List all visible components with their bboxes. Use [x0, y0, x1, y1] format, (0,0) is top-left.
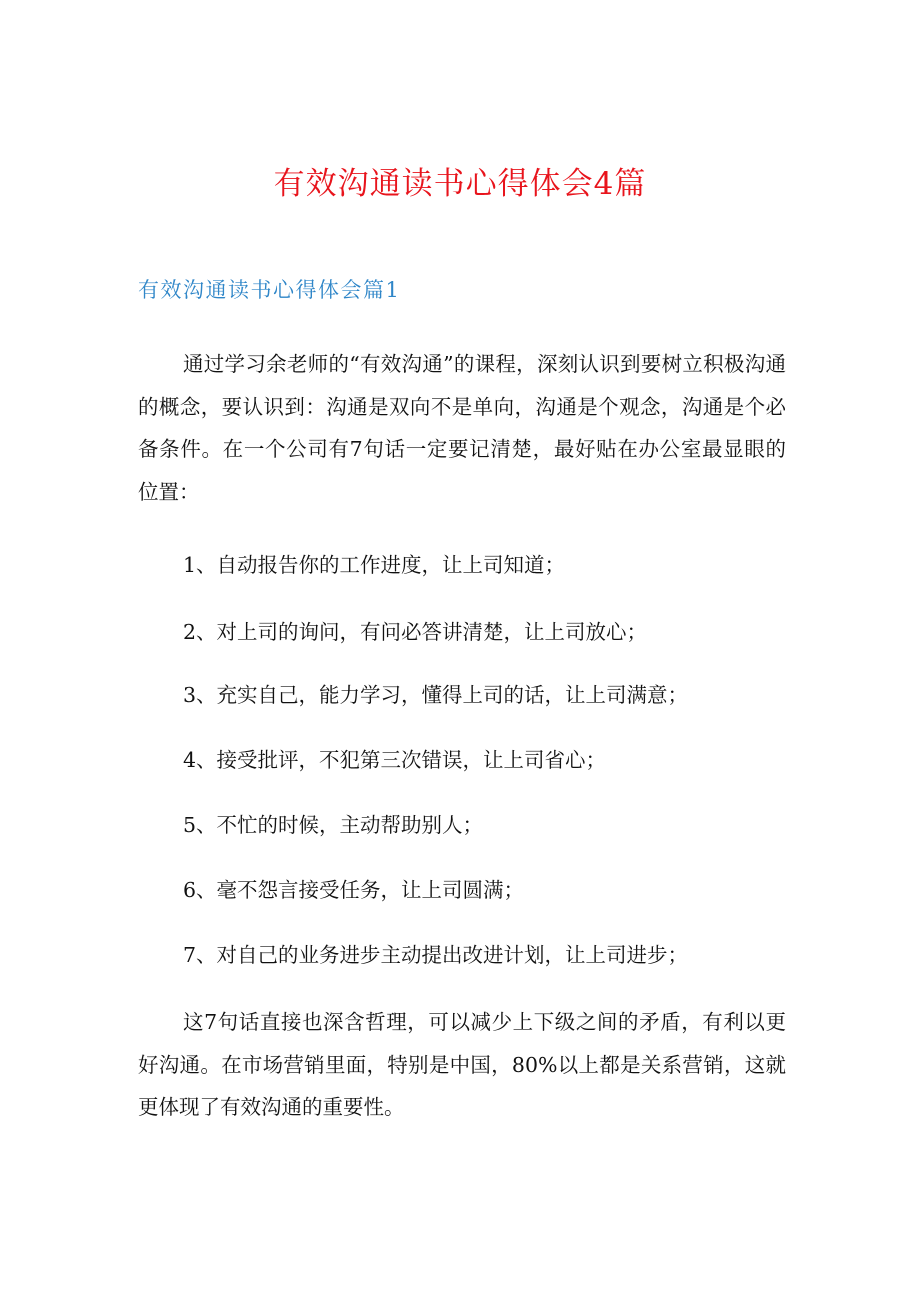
- list-item: 1、自动报告你的工作进度，让上司知道；: [183, 553, 566, 577]
- list-item: 3、充实自己，能力学习，懂得上司的话，让上司满意；: [183, 683, 689, 707]
- list-item: 4、接受批评，不犯第三次错误，让上司省心；: [183, 748, 607, 772]
- list-item: 7、对自己的业务进步主动提出改进计划，让上司进步；: [183, 943, 689, 967]
- section-heading: 有效沟通读书心得体会篇1: [138, 278, 401, 302]
- intro-paragraph: 通过学习余老师的“有效沟通”的课程，深刻认识到要树立积极沟通的概念，要认识到：沟通是双向不是单向，沟通是个观念，沟通是个必备条件。在一个公司有7句话一定要记清楚，最好贴在办公室最显眼的位置：: [138, 352, 786, 504]
- list-item: 5、不忙的时候，主动帮助别人；: [183, 813, 484, 837]
- closing-paragraph: 这7句话直接也深含哲理，可以减少上下级之间的矛盾，有利以更好沟通。在市场营销里面，特别是中国，80%以上都是关系营销，这就更体现了有效沟通的重要性。: [138, 1010, 786, 1119]
- list-item: 2、对上司的询问，有问必答讲清楚，让上司放心；: [183, 620, 648, 644]
- list-item: 6、毫不怨言接受任务，让上司圆满；: [183, 878, 525, 902]
- document-title: 有效沟通读书心得体会4篇: [273, 166, 647, 202]
